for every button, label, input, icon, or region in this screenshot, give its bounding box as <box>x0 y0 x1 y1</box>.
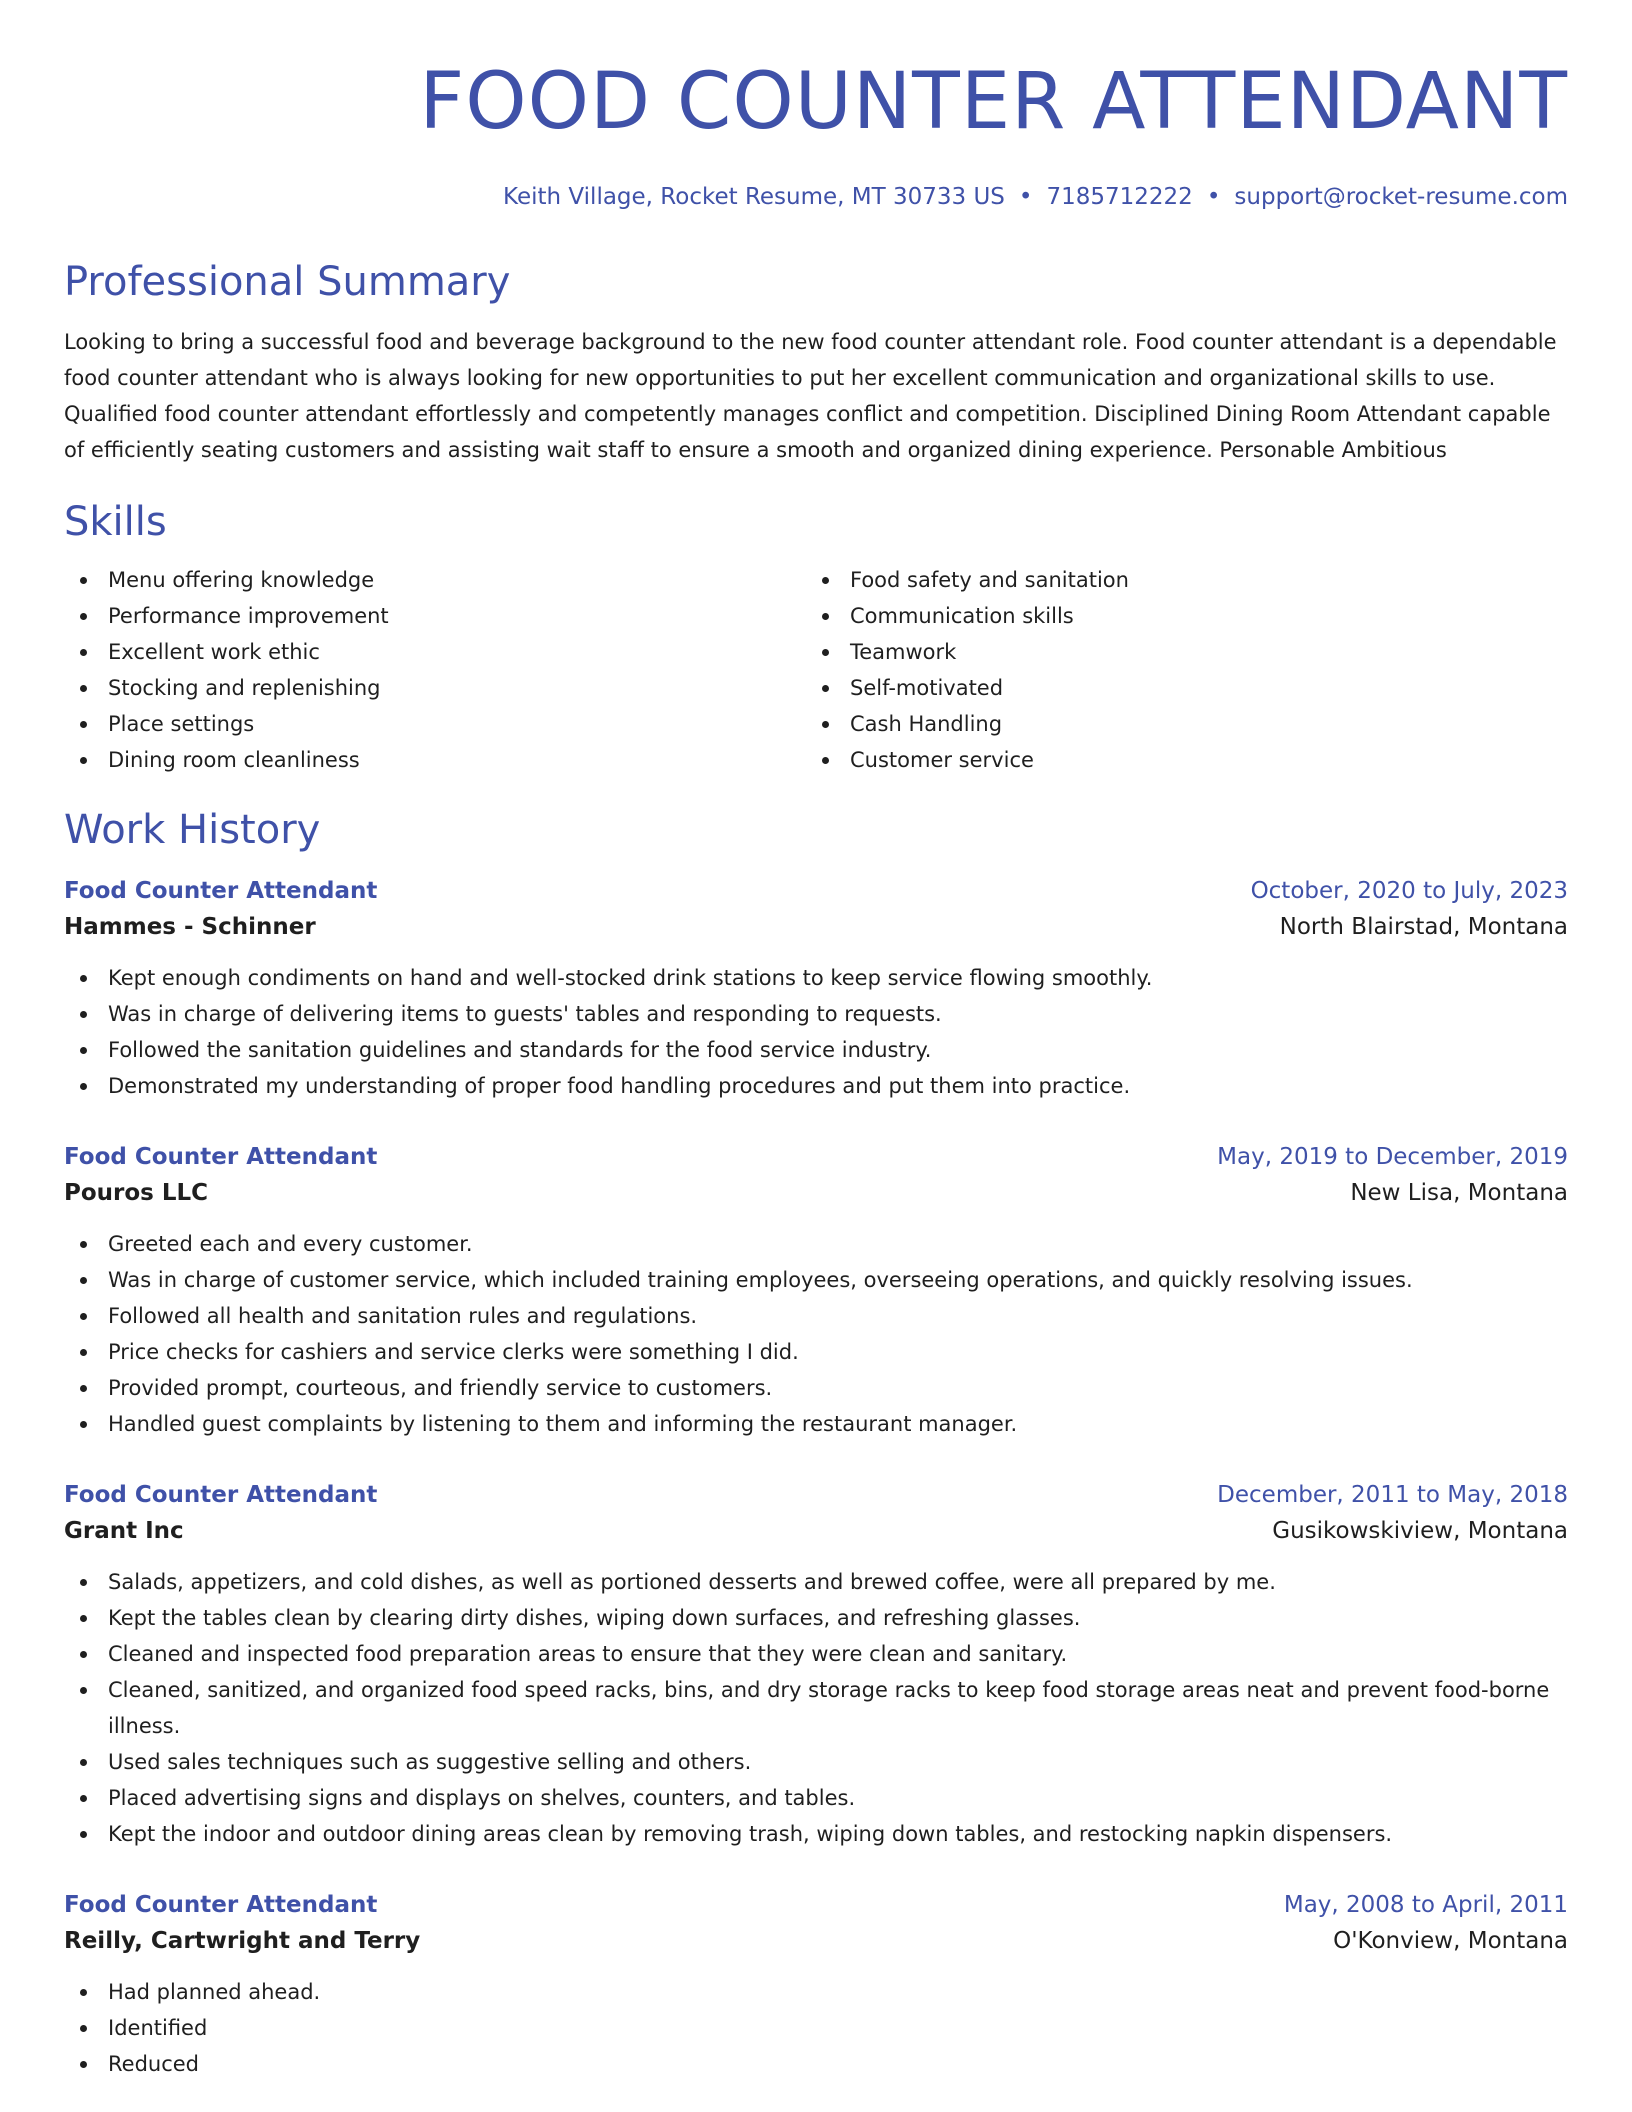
skills-column-right <box>806 562 1548 778</box>
job-dates: May, 2008 to April, 2011 <box>1283 1892 1568 1918</box>
job-bullets <box>64 960 1568 1104</box>
skill-item: Dining room cleanliness <box>64 742 806 778</box>
job-bullet: Cleaned, sanitized, and organized food speed racks, bins, and dry storage racks to keep food storage areas neat and prevent food-borne illness. <box>64 1672 1568 1744</box>
job-location: New Lisa, Montana <box>1350 1180 1568 1206</box>
job-bullets <box>64 1564 1568 1852</box>
candidate-title: FOOD COUNTER ATTENDANT <box>419 57 1568 147</box>
skill-item: Cash Handling <box>806 706 1548 742</box>
skill-item: Place settings <box>64 706 806 742</box>
job-bullet: Salads, appetizers, and cold dishes, as well as portioned desserts and brewed coffee, were all prepared by me. <box>64 1564 1568 1600</box>
skill-item: Self-motivated <box>806 670 1548 706</box>
job-dates: December, 2011 to May, 2018 <box>1217 1482 1568 1508</box>
job-company: Hammes - Schinner <box>64 914 316 940</box>
skill-item: Excellent work ethic <box>64 634 806 670</box>
job-dates: May, 2019 to December, 2019 <box>1217 1144 1568 1170</box>
job-title: Food Counter Attendant <box>64 1482 378 1508</box>
job-bullet: Provided prompt, courteous, and friendly service to customers. <box>64 1370 1568 1406</box>
job-location: North Blairstad, Montana <box>1279 914 1568 940</box>
job-bullet: Placed advertising signs and displays on shelves, counters, and tables. <box>64 1780 1568 1816</box>
skill-item: Teamwork <box>806 634 1548 670</box>
job-location: Gusikowskiview, Montana <box>1272 1518 1568 1544</box>
job-bullet: Was in charge of customer service, which included training employees, overseeing operations, and quickly resolving issues. <box>64 1262 1568 1298</box>
skills-list <box>64 562 1568 778</box>
job-entry <box>64 1478 1568 1852</box>
job-title: Food Counter Attendant <box>64 1144 378 1170</box>
contact-email[interactable]: support@rocket-resume.com <box>1234 184 1568 210</box>
job-company: Reilly, Cartwright and Terry <box>64 1928 421 1954</box>
job-entry <box>64 874 1568 1104</box>
work-history-heading: Work History <box>64 807 321 853</box>
job-bullet: Followed all health and sanitation rules and regulations. <box>64 1298 1568 1334</box>
job-entry <box>64 1888 1568 2082</box>
job-dates: October, 2020 to July, 2023 <box>1250 878 1568 904</box>
job-bullet: Used sales techniques such as suggestive selling and others. <box>64 1744 1568 1780</box>
skill-item: Communication skills <box>806 598 1548 634</box>
job-bullet: Identified <box>64 2010 1568 2046</box>
job-title: Food Counter Attendant <box>64 878 378 904</box>
skill-item: Customer service <box>806 742 1548 778</box>
contact-separator: • <box>1018 184 1033 210</box>
skill-item: Stocking and replenishing <box>64 670 806 706</box>
job-bullet: Handled guest complaints by listening to them and informing the restaurant manager. <box>64 1406 1568 1442</box>
summary-heading: Professional Summary <box>64 259 511 305</box>
contact-line <box>64 182 1568 212</box>
skill-item: Menu offering knowledge <box>64 562 806 598</box>
job-company: Grant Inc <box>64 1518 184 1544</box>
skills-column-left <box>64 562 806 778</box>
contact-separator: • <box>1206 184 1221 210</box>
job-bullet: Had planned ahead. <box>64 1974 1568 2010</box>
job-bullet: Kept enough condiments on hand and well-stocked drink stations to keep service flowing smoothly. <box>64 960 1568 996</box>
job-entry <box>64 1140 1568 1442</box>
contact-phone[interactable]: 7185712222 <box>1046 184 1193 210</box>
job-bullet: Greeted each and every customer. <box>64 1226 1568 1262</box>
skills-heading: Skills <box>64 499 167 545</box>
job-bullet: Was in charge of delivering items to guests' tables and responding to requests. <box>64 996 1568 1032</box>
job-company: Pouros LLC <box>64 1180 209 1206</box>
skill-item: Performance improvement <box>64 598 806 634</box>
contact-address: Keith Village, Rocket Resume, MT 30733 US <box>503 184 1005 210</box>
job-bullet: Kept the tables clean by clearing dirty dishes, wiping down surfaces, and refreshing glasses. <box>64 1600 1568 1636</box>
job-title: Food Counter Attendant <box>64 1892 378 1918</box>
job-bullet: Demonstrated my understanding of proper food handling procedures and put them into practice. <box>64 1068 1568 1104</box>
job-bullet: Followed the sanitation guidelines and standards for the food service industry. <box>64 1032 1568 1068</box>
job-bullet: Kept the indoor and outdoor dining areas clean by removing trash, wiping down tables, and restocking napkin dispensers. <box>64 1816 1568 1852</box>
job-bullet: Cleaned and inspected food preparation areas to ensure that they were clean and sanitary. <box>64 1636 1568 1672</box>
skill-item: Food safety and sanitation <box>806 562 1548 598</box>
job-bullet: Price checks for cashiers and service clerks were something I did. <box>64 1334 1568 1370</box>
job-bullet: Reduced <box>64 2046 1568 2082</box>
job-bullets <box>64 1226 1568 1442</box>
summary-text: Looking to bring a successful food and beverage background to the new food counter attendant role. Food counter attendant is a dependable food counter attendant who is always looking for new opportunities to put her excellent communication and organizational skills to use. Qualified food counter attendant effortlessly and competently manages conflict and competition. Disciplined Dining Room Attendant capable of efficiently seating customers and assisting wait staff to ensure a smooth and organized dining experience. Personable Ambitious <box>64 330 1557 462</box>
job-bullets <box>64 1974 1568 2082</box>
job-location: O'Konview, Montana <box>1333 1928 1568 1954</box>
